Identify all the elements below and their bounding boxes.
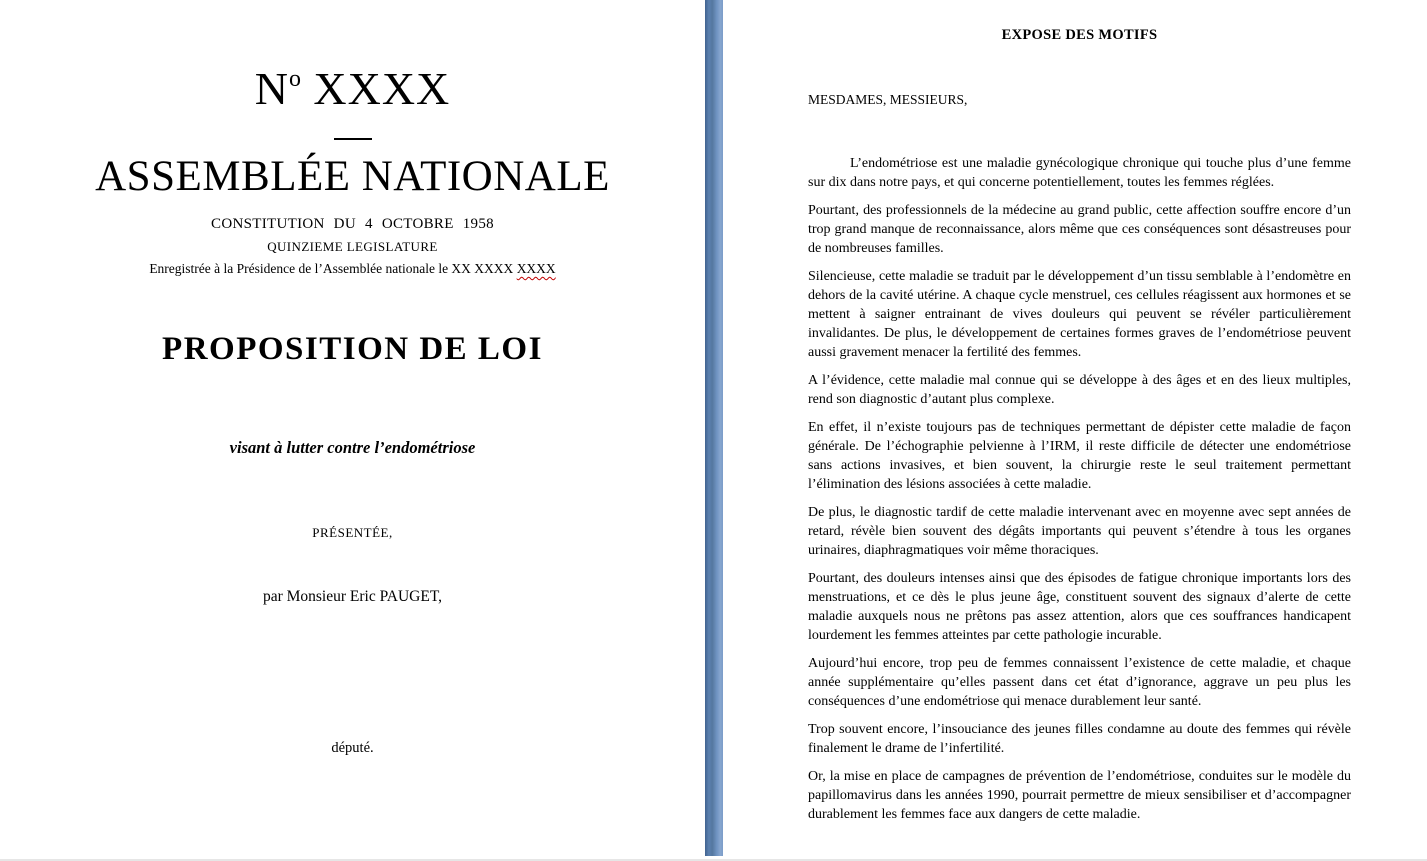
document-number-ordinal: o [288,66,301,92]
body-paragraph: En effet, il n’existe toujours pas de techniques permettant de dépister cette maladie de façon générale. De l’échographie pelvienne à l’IRM, il reste difficile de détecter une endométriose sans actions invasives, et bien souvent, la chirurgie reste le seul traitement permettant l’élimination des lésions associées à cette maladie. [808,420,1351,492]
body-paragraph: Pourtant, des douleurs intenses ainsi que des épisodes de fatigue chronique importants lors des menstruations, et ce dès le plus jeune âge, constituent souvent des signaux d’alerte de cette maladie auxquels nous ne prêtons pas assez attention, alors que ces souffrances handicapent lourdement les femmes atteintes par cette pathologie incurable. [808,571,1351,643]
registration-line [0,261,705,277]
body-paragraph: De plus, le diagnostic tardif de cette maladie intervenant avec en moyenne avec sept années de retard, révèle bien souvent des dégâts importants qui peuvent s’étendre à tous les organes urinaires, diaphragmatiques voir même thoraciques. [808,505,1351,558]
legislature-line: QUINZIEME LEGISLATURE [267,239,438,254]
body-paragraph: Trop souvent encore, l’insouciance des jeunes filles condamne au doute des femmes qui révèle finalement le drame de l’infertilité. [808,722,1351,756]
expose-page [723,0,1427,861]
body-paragraph: Silencieuse, cette maladie se traduit par le développement d’un tissu semblable à l’endomètre en dehors de la cavité utérine. A chaque cycle menstruel, ces cellules réagissent aux hormones et se mettent à saigner entrainant de vives douleurs qui peuvent se révéler particulièrement invalidantes. De plus, le développement de certaines formes graves de l’endométriose peuvent aussi gravement menacer la fertilité des femmes. [808,269,1351,360]
document-number-placeholder: XXXX [300,63,451,114]
role-line: député. [331,740,374,756]
body-paragraph: Aujourd’hui encore, trop peu de femmes connaissent l’existence de cette maladie, et chaque année supplémentaire qu’elles passent dans cet état d’ignorance, aggrave un peu plus les conséquences d’une endométriose qui menace durablement leur santé. [808,656,1351,709]
author-line: par Monsieur Eric PAUGET, [262,588,443,605]
law-subtitle: visant à lutter contre l’endométriose [229,438,476,457]
salutation-line: MESDAMES, MESSIEURS, [808,92,968,107]
law-title: PROPOSITION DE LOI [162,331,543,367]
title-page [0,0,705,861]
body-paragraph: A l’évidence, cette maladie mal connue qui se développe à des âges et en des lieux multiples, rend son diagnostic d’autant plus complexe. [808,373,1351,407]
body-paragraph: L’endométriose est une maladie gynécologique chronique qui touche plus d’une femme sur dix dans notre pays, et qui concerne potentiellement, toutes les femmes réglées. [808,156,1351,190]
body-paragraph: Or, la mise en place de campagnes de prévention de l’endométriose, conduites sur le modèle du papillomavirus dans les années 1990, pourrait permettre de mieux sensibiliser et d’accompagner durablement les femmes face aux dangers de cette maladie. [808,769,1351,822]
presented-label: PRÉSENTÉE, [312,525,393,540]
page-divider [705,0,723,856]
expose-heading: EXPOSE DES MOTIFS [1001,27,1158,43]
spellcheck-flagged-text: XXXX [516,261,556,276]
institution-title: ASSEMBLÉE NATIONALE [95,153,610,200]
registration-text: Enregistrée à la Présidence de l’Assemblée nationale le XX XXXX [149,261,517,276]
document-number [0,64,705,115]
separator-rule [334,138,372,140]
body-paragraph: Pourtant, des professionnels de la médecine au grand public, cette affection souffre encore d’un trop grand manque de reconnaissance, alors même que ces conséquences sont désastreuses pour de nombreuses familles. [808,203,1351,256]
constitution-line: CONSTITUTION DU 4 OCTOBRE 1958 [211,216,494,232]
document-number-letter: N [254,63,289,114]
